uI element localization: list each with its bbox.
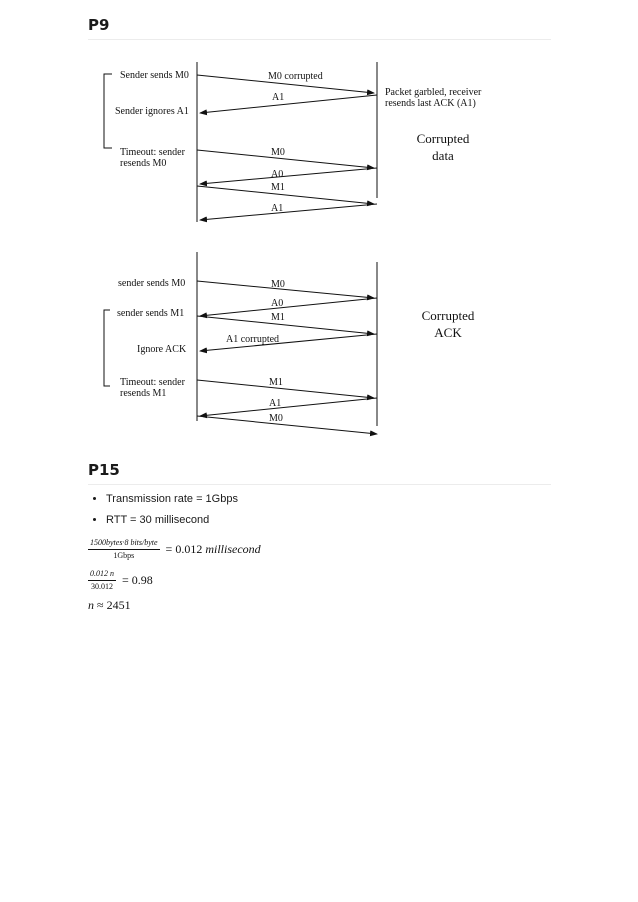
arrow-m0-next <box>197 416 377 434</box>
msg-a1-last: A1 <box>271 203 284 214</box>
section-title-p9: P9 <box>88 16 110 34</box>
caption-line1: Corrupted <box>421 308 475 323</box>
msg-a0: A0 <box>271 298 284 309</box>
fraction-denominator: 30.012 <box>91 582 113 591</box>
fraction <box>88 538 160 561</box>
label-timeout-line1: Timeout: sender <box>120 377 185 388</box>
equation-transmission-delay <box>88 538 261 561</box>
equation-utilization <box>88 569 153 592</box>
caption-line2: data <box>432 148 454 163</box>
fraction <box>88 569 116 592</box>
equation-rhs: = 0.98 <box>122 573 153 587</box>
bullet-list <box>88 492 238 534</box>
section-divider <box>88 484 551 485</box>
bullet-transmission-rate: • Transmission rate = 1Gbps <box>106 492 238 506</box>
msg-m0: M0 <box>271 147 285 158</box>
msg-a1: A1 <box>269 398 282 409</box>
fraction-numerator: 0.012 n <box>88 569 116 581</box>
label-sender-sends-m0: Sender sends M0 <box>120 70 189 81</box>
label-timeout-line2: resends M0 <box>120 158 167 169</box>
arrow-a1 <box>200 95 377 113</box>
arrow-m1-resend <box>197 380 374 398</box>
label-ignore-ack: Ignore ACK <box>137 344 187 355</box>
result-variable: n <box>88 598 94 612</box>
arrow-m0 <box>197 150 374 168</box>
label-sender-ignores-a1: Sender ignores A1 <box>115 106 189 117</box>
timeout-bracket <box>104 74 112 148</box>
caption-line1: Corrupted <box>416 131 470 146</box>
equation-result <box>88 598 131 613</box>
msg-a0: A0 <box>271 169 284 180</box>
msg-m0: M0 <box>271 279 285 290</box>
msg-m1: M1 <box>271 312 285 323</box>
msg-m1: M1 <box>271 182 285 193</box>
label-timeout-line1: Timeout: sender <box>120 147 185 158</box>
arrow-m0 <box>197 281 374 298</box>
arrow-m1 <box>197 186 374 204</box>
diagram-corrupted-data <box>104 62 482 222</box>
timeout-bracket <box>104 310 110 386</box>
label-timeout-line2: resends M1 <box>120 388 167 399</box>
arrow-a1 <box>200 398 377 416</box>
equation-rhs <box>166 542 261 557</box>
bullet-rtt: • RTT = 30 millisecond <box>106 513 238 527</box>
note-packet-line2: resends last ACK (A1) <box>385 98 476 109</box>
caption-line2: ACK <box>434 325 462 340</box>
rhs-unit: millisecond <box>205 542 261 556</box>
arrow-a0 <box>200 168 377 184</box>
msg-m1-resend: M1 <box>269 377 283 388</box>
rhs-value: = 0.012 <box>165 542 206 556</box>
msg-a1: A1 <box>272 92 285 103</box>
diagram-corrupted-ack <box>104 252 475 434</box>
fraction-denominator: 1Gbps <box>113 551 135 560</box>
arrow-a0 <box>200 298 377 316</box>
result-value: ≈ 2451 <box>94 598 131 612</box>
msg-m0-next: M0 <box>269 413 283 424</box>
msg-a1-corrupted: A1 corrupted <box>226 334 280 345</box>
fraction-numerator: 1500bytes·8 bits/byte <box>88 538 160 550</box>
msg-m0-corrupted: M0 corrupted <box>268 71 323 82</box>
label-sender-sends-m1: sender sends M1 <box>117 308 185 319</box>
section-title-p15: P15 <box>88 461 120 479</box>
arrow-a1-last <box>200 204 377 220</box>
note-packet-line1: Packet garbled, receiver <box>385 87 482 98</box>
label-sender-sends-m0: sender sends M0 <box>118 278 186 289</box>
arrow-m1 <box>197 316 374 334</box>
